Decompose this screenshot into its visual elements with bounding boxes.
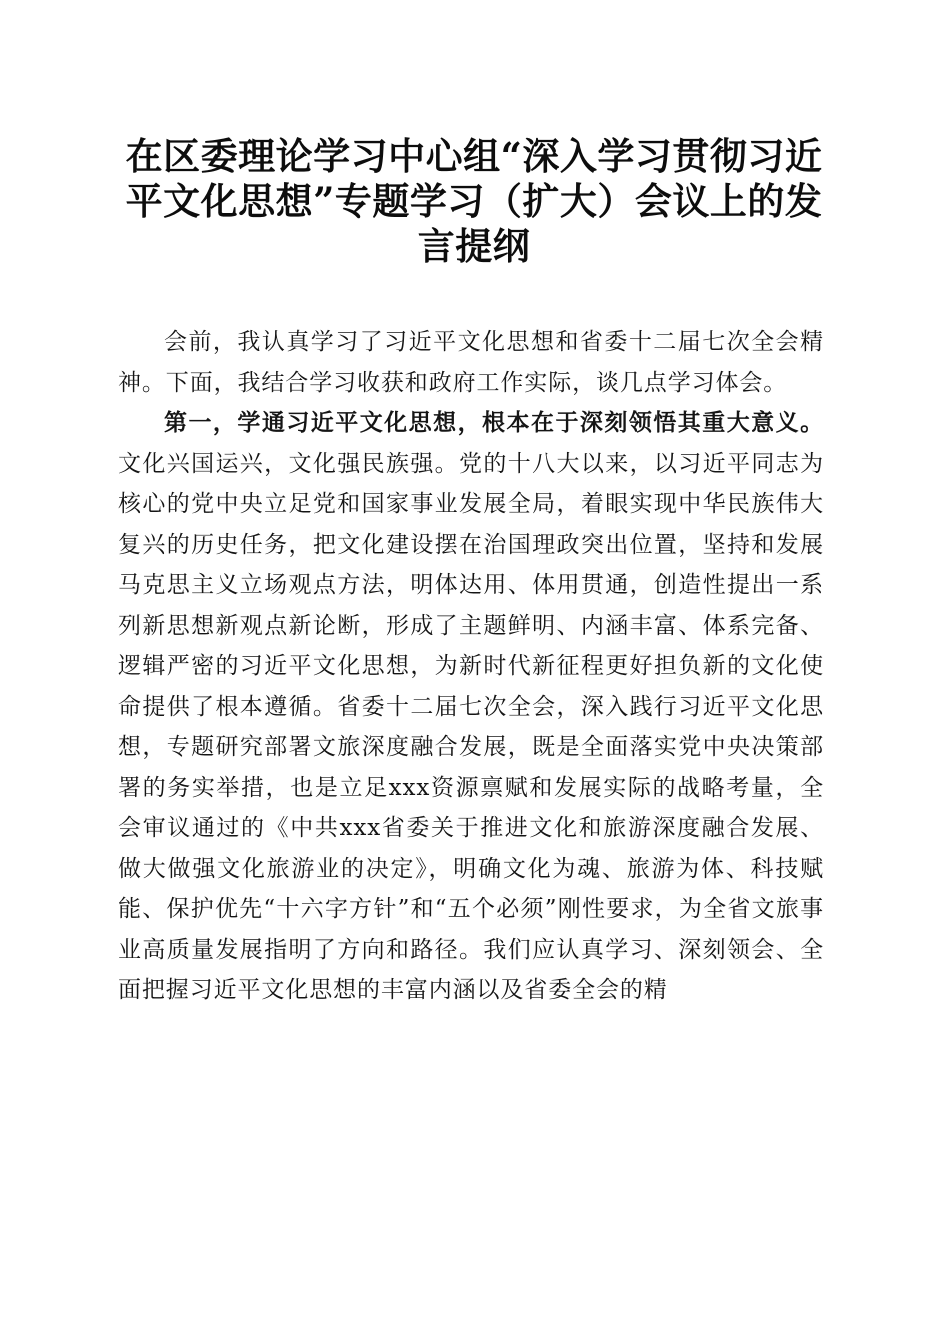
section-one-paragraph [118, 403, 824, 1011]
intro-paragraph: 会前，我认真学习了习近平文化思想和省委十二届七次全会精神。下面，我结合学习收获和政府工作实际，谈几点学习体会。 [118, 329, 824, 396]
section-one-lead: 第一，学通习近平文化思想，根本在于深刻领悟其重大意义。 [164, 409, 824, 436]
section-one-text: 文化兴国运兴，文化强民族强。党的十八大以来，以习近平同志为核心的党中央立足党和国家事业发展全局，着眼实现中华民族伟大复兴的历史任务，把文化建设摆在治国理政突出位置，坚持和发展马克思主义立场观点方法，明体达用、体用贯通，创造性提出一系列新思想新观点新论断，形成了主题鲜明、内涵丰富、体系完备、逻辑严密的习近平文化思想，为新时代新征程更好担负新的文化使命提供了根本遵循。省委十二届七次全会，深入践行习近平文化思想，专题研究部署文旅深度融合发展，既是全面落实党中央决策部署的务实举措，也是立足xxx资源禀赋和发展实际的战略考量，全会审议通过的《中共xxx省委关于推进文化和旅游深度融合发展、做大做强文化旅游业的决定》，明确文化为魂、旅游为体、科技赋能、保护优先“十六字方针”和“五个必须”刚性要求，为全省文旅事业高质量发展指明了方向和路径。我们应认真学习、深刻领会、全面把握习近平文化思想的丰富内涵以及省委全会的精 [118, 450, 824, 1003]
document-body [118, 322, 824, 1011]
document-title: 在区委理论学习中心组“深入学习贯彻习近平文化思想”专题学习（扩大）会议上的发言提纲 [125, 134, 823, 268]
